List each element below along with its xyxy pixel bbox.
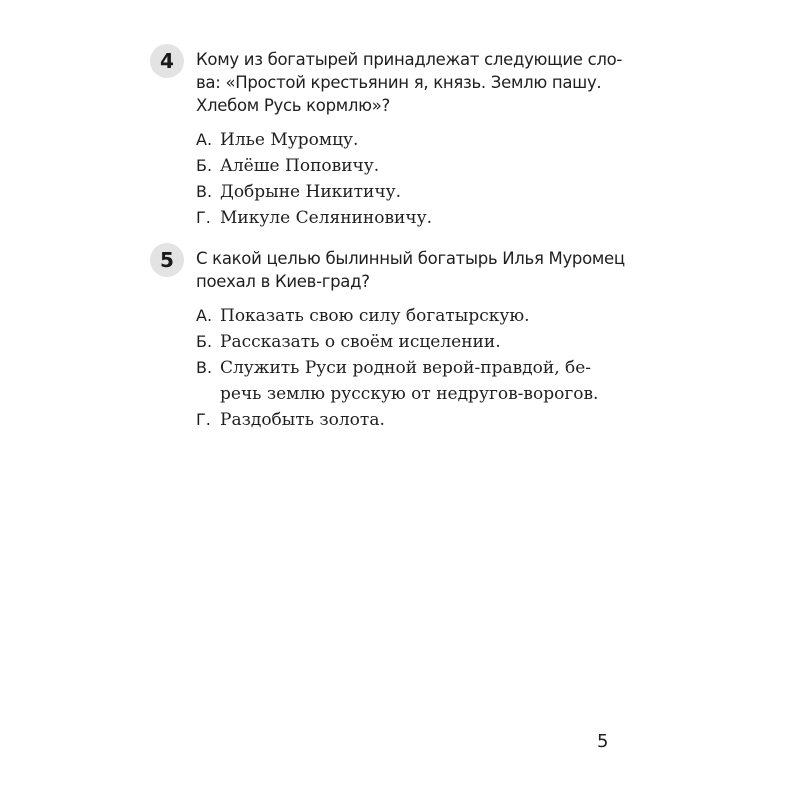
question-5 bbox=[150, 243, 625, 433]
question-text-line: Хлебом Русь кормлю»? bbox=[196, 96, 390, 115]
page-number: 5 bbox=[597, 731, 609, 752]
answer-option-a[interactable] bbox=[196, 127, 620, 153]
option-text-line: Илье Муромцу. bbox=[220, 130, 359, 150]
option-text bbox=[220, 329, 501, 355]
question-number-badge: 5 bbox=[150, 243, 184, 277]
option-text bbox=[220, 127, 358, 153]
answer-option-g[interactable] bbox=[196, 205, 620, 231]
answer-options bbox=[196, 127, 620, 231]
option-text bbox=[220, 355, 598, 407]
answer-option-a[interactable] bbox=[196, 303, 620, 329]
option-text-line: Служить Руси родной верой-правдой, бе- bbox=[220, 358, 592, 378]
answer-options bbox=[196, 303, 620, 433]
option-letter: А. bbox=[196, 306, 213, 325]
option-letter: В. bbox=[196, 358, 213, 377]
option-text bbox=[220, 303, 530, 329]
answer-option-b[interactable] bbox=[196, 329, 620, 355]
answer-option-g[interactable] bbox=[196, 407, 620, 433]
option-letter: Б. bbox=[196, 156, 213, 175]
answer-option-v[interactable] bbox=[196, 179, 620, 205]
question-text-line: ва: «Простой крестьянин я, князь. Землю пашу. bbox=[196, 73, 602, 92]
option-letter: Б. bbox=[196, 332, 213, 351]
option-text-line: Раздобыть золота. bbox=[220, 410, 385, 430]
question-4 bbox=[150, 44, 623, 231]
option-text bbox=[220, 153, 379, 179]
question-text bbox=[196, 243, 625, 293]
option-text-line: речь землю русскую от недругов-ворогов. bbox=[220, 384, 599, 404]
option-text bbox=[220, 407, 385, 433]
question-text-line: поехал в Киев-град? bbox=[196, 272, 370, 291]
question-number-badge: 4 bbox=[150, 44, 184, 78]
option-text bbox=[220, 179, 401, 205]
question-text-line: С какой целью былинный богатырь Илья Муромец bbox=[196, 249, 625, 268]
option-text-line: Микуле Селяниновичу. bbox=[220, 208, 432, 228]
option-letter: А. bbox=[196, 130, 213, 149]
option-text-line: Показать свою силу богатырскую. bbox=[220, 306, 530, 326]
question-text-line: Кому из богатырей принадлежат следующие сло- bbox=[196, 50, 623, 69]
answer-option-b[interactable] bbox=[196, 153, 620, 179]
answer-option-v[interactable] bbox=[196, 355, 620, 407]
option-text-line: Алёше Поповичу. bbox=[220, 156, 380, 176]
option-text-line: Рассказать о своём исцелении. bbox=[220, 332, 501, 352]
option-letter: Г. bbox=[196, 208, 211, 227]
option-text bbox=[220, 205, 432, 231]
question-text bbox=[196, 44, 623, 117]
option-letter: В. bbox=[196, 182, 213, 201]
option-text-line: Добрыне Никитичу. bbox=[220, 182, 401, 202]
option-letter: Г. bbox=[196, 410, 211, 429]
